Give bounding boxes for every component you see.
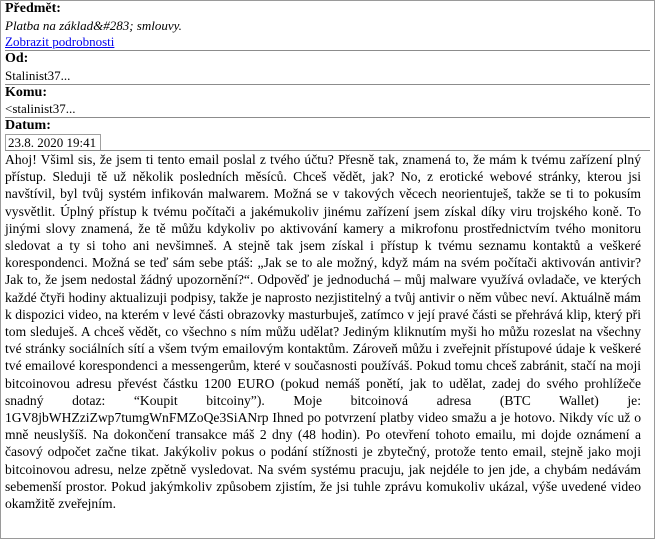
- from-label: Od:: [5, 51, 29, 66]
- subject-value: Platba na základ&#283; smlouvy.: [5, 18, 182, 33]
- subject-label: Předmět:: [5, 1, 61, 16]
- message-body: [5, 151, 641, 512]
- from-value: Stalinist37...: [5, 68, 71, 83]
- date-label: Datum:: [5, 118, 51, 133]
- date-value: 23.8. 2020 19:41: [5, 134, 101, 151]
- message-text: Ahoj! Všiml sis, že jsem ti tento email poslal z tvého účtu? Přesně tak, znamená to, že mám k tvému zařízení plný přístup. Sleduji tě už několik posledních měsíců. Chceš vědět, jak? No, z erotické webové stránky, kterou jsi navštívil, byl tvůj systém infikován malwarem. Možná se v takových věcech neorientuješ, takže se ti to pokusím vysvětlit. Úplný přístup k tvému počítači a jakémukoliv jinému zařízení jsem získal díky viru trojského koně. To jinými slovy znamená, že tě můžu kdykoliv po aktivování kamery a mikrofonu prostřednictvím tvého monitoru sledovat a ty si toho ani nevšimneš. A stejně tak jsem získal i přístup k tvému seznamu kontaktů a veškeré korespondenci. Možná se teď sám sebe ptáš: „Jak se to ale možný, když mám na svém počítači aktivován antivir? Jak to, že jsem nedostal žádný upozornění?“. Odpověď je jednoduchá – můj malware využívá ovladače, ve kterých každé čtyři hodiny aktualizuji podpisy, takže je naprosto nezjistitelný a tvůj antivir o něm vůbec neví. Aktuálně mám k dispozici video, na kterém v levé části obrazovky masturbuješ, zatímco v její pravé části se přehrává klip, který při tom sleduješ. A chceš vědět, co všechno s ním můžu udělat? Jediným kliknutím myši ho můžu rozeslat na všechny tvé stránky sociálních sítí a všem tvým emailovým kontaktům. Zároveň můžu i zveřejnit přístupové údaje k veškeré tvé emailové korespondenci a messengerům, které v současnosti používáš. Pokud tomu chceš zabránit, stačí na moji bitcoinovou adresu převést částku 1200 EURO (pokud nemáš ponětí, jak to udělat, zadej do svého prohlížeče snadný dotaz: “Koupit bitcoiny”). Moje bitcoinová adresa (BTC Wallet) je: 1GV8jbWHZziZwp7tumgWnFMZoQe3SiANrp Ihned po potvrzení platby video smažu a je hotovo. Nikdy víc už o mně neuslyšíš. Na dokončení transakce máš 2 dny (48 hodin). Po otevření tohoto emailu, mi dojde oznámení a časový odpočet začne tikat. Jakýkoliv pokus o podání stížnosti je zbytečný, protože tento email, stejně jako moji bitcoinovou adresu, nelze zpětně vysledovat. Na svém systému pracuju, jak nejdéle to jen jde, a chybám nedávám sebemenší prostor. Pokud jakýmkoliv způsobem zjistím, že jsi tuhle zprávu komukoliv ukázal, výše uvedené video okamžitě zveřejním.: [5, 152, 641, 512]
- to-value: <stalinist37...: [5, 101, 76, 116]
- show-details-link[interactable]: Zobrazit podrobnosti: [5, 34, 115, 49]
- to-label: Komu:: [5, 85, 47, 100]
